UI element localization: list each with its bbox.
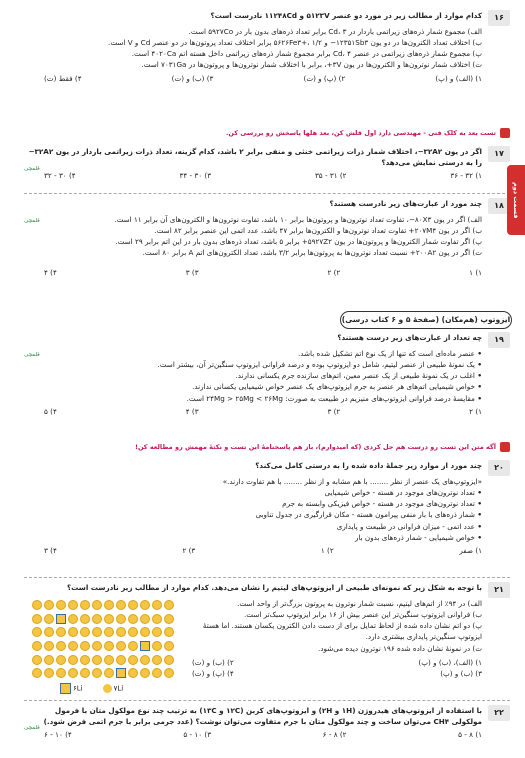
lithium-atom-icon xyxy=(140,627,150,637)
lithium-atom-icon xyxy=(80,600,90,610)
question-number: ۲۱ xyxy=(488,582,510,598)
lithium-atom-icon xyxy=(140,600,150,610)
statements xyxy=(192,598,510,679)
option-2[interactable]: ۲) ۸ - ۶ xyxy=(322,730,347,740)
lithium-atom-icon xyxy=(32,600,42,610)
figure-legend xyxy=(60,683,123,694)
question-number: ۲۰ xyxy=(488,460,510,476)
option-2[interactable]: ۲) ۳۱ - ۳۵ xyxy=(314,171,347,181)
option-1[interactable]: ۱) (الف)، (ب) و (پ) xyxy=(418,657,482,667)
lithium-atom-icon xyxy=(128,600,138,610)
tip-icon xyxy=(500,442,510,452)
question-19 xyxy=(24,332,510,417)
lithium-atom-icon xyxy=(92,627,102,637)
lithium-atom-icon xyxy=(44,668,54,678)
option-2[interactable]: ۲) ۳ xyxy=(327,406,341,416)
tip-icon xyxy=(500,128,510,138)
statement: • تعداد نوترون‌های موجود در هسته - خواص شیمیایی xyxy=(24,487,510,498)
question-number: ۲۲ xyxy=(488,705,510,721)
question-20 xyxy=(24,460,510,556)
options xyxy=(24,267,510,278)
lithium-atom-icon xyxy=(152,668,162,678)
statement: ت) اختلاف شمار نوترون‌ها و الکترون‌ها در یون ۳V+، برابر با اختلاف شمار نوترون‌ها و پروتون‌ها در ۷۰۳۱Ga است. xyxy=(141,60,482,70)
lithium-atom-icon xyxy=(104,641,114,651)
lithium-atom-icon xyxy=(92,655,102,665)
lithium-atom-icon xyxy=(32,668,42,678)
lithium-atom-icon xyxy=(164,655,174,665)
lithium-atom-icon xyxy=(116,600,126,610)
option-4[interactable]: ۴) ۳۰ - ۳۲ xyxy=(44,171,76,181)
lithium-atom-icon xyxy=(128,614,138,624)
option-3[interactable]: ۳) ۳۰ - ۳۴ xyxy=(179,171,212,181)
option-3[interactable]: ۳) ۴ xyxy=(185,406,199,416)
lithium-atom-icon xyxy=(104,627,114,637)
lithium-atom-icon xyxy=(80,614,90,624)
tip-note: تست بعد به کلک فنی - مهندسی دارد اول قلش کن، بعد هلها پاسخش رو بررسی کن. xyxy=(24,128,510,138)
lithium-atom-icon xyxy=(140,655,150,665)
options xyxy=(24,545,510,556)
lithium-atom-icon xyxy=(152,641,162,651)
question-number: ۱۸ xyxy=(488,198,510,214)
lithium-atom-icon xyxy=(116,614,126,624)
lithium-atom-icon xyxy=(32,627,42,637)
lithium-atom-icon xyxy=(92,641,102,651)
lithium-atom-icon xyxy=(116,641,126,651)
lithium-atom-icon xyxy=(80,641,90,651)
statement: • خواص شیمیایی - شمار ذره‌های بدون بار xyxy=(24,532,510,543)
lithium-atom-icon xyxy=(44,627,54,637)
lithium-atom-icon xyxy=(104,655,114,665)
lithium-atom-icon xyxy=(164,627,174,637)
lithium-atom-icon xyxy=(80,655,90,665)
lithium-atom-icon xyxy=(56,627,66,637)
option-1[interactable]: ۱) ۳۲ - ۳۶ xyxy=(450,171,482,181)
question-17 xyxy=(24,146,510,181)
lithium-atom-icon xyxy=(92,668,102,678)
option-1[interactable]: ۱) (الف) و (پ) xyxy=(435,73,482,83)
source-tag: قلمچی xyxy=(24,352,40,358)
statement: ب) اختلاف تعداد الکترون‌ها در دو یون ۱۲۳۵۱Sb۳− و ۵۶۲۶Fe۳+، ۱/۲ برابر اختلاف تعداد پروتون‌ها در دو عنصر Cd و V است. xyxy=(108,38,482,48)
circle-marker-icon xyxy=(103,684,112,693)
lithium-atom-icon xyxy=(68,627,78,637)
options-row xyxy=(192,668,482,679)
section-title: ایزوتوپ (هم‌مکان) (صفحهٔ ۵ و ۶ کتاب درسی) xyxy=(340,311,512,329)
lithium-atom-icon xyxy=(68,655,78,665)
question-16 xyxy=(24,10,510,84)
source-tag: قلمچی xyxy=(24,166,40,172)
lithium-atom-icon xyxy=(164,600,174,610)
option-4[interactable]: ۴) (پ) و (ت) xyxy=(192,668,234,678)
question-text: چند مورد از موارد زیر جملهٔ داده شده را به درستی کامل می‌کند؟ xyxy=(255,461,482,470)
lithium-atom-icon xyxy=(56,614,66,624)
statement: الف) مجموع شمار ذره‌های زیراتمی باردار در Cd، ۳ برابر تعداد ذره‌های بدون بار در ۵۹۲۷Co است. xyxy=(188,27,482,36)
lithium-atom-icon xyxy=(140,641,150,651)
lithium-atom-icon xyxy=(140,614,150,624)
lithium-atom-icon xyxy=(92,600,102,610)
source-tag: قلمچی xyxy=(24,218,40,224)
statement: الف) اگر در یون ۸۰X۳−، تفاوت تعداد نوترون‌ها و پروتون‌ها برابر ۱۰ باشد، تفاوت نوترون‌ها و الکترون‌های آن برابر ۱۱ است. xyxy=(114,215,482,224)
option-2[interactable]: ۲) ۱ xyxy=(320,545,334,555)
lithium-atom-icon xyxy=(164,641,174,651)
statement: • یک نمونهٔ طبیعی از عنصر لیتیم، شامل دو ایزوتوپ بوده و درصد فراوانی ایزوتوپ سنگین‌تر آن، بیشتر است. xyxy=(24,359,510,370)
lithium-atom-icon xyxy=(116,655,126,665)
lithium-atom-icon xyxy=(68,668,78,678)
lithium-atom-icon xyxy=(104,600,114,610)
statement: ت) در نمونهٔ نشان داده شده ۱۹۶ نوترون دیده می‌شود. xyxy=(318,643,482,653)
lithium-atom-icon xyxy=(44,655,54,665)
source-tag: قلمچی xyxy=(24,725,40,731)
legend-li6: ۶Li xyxy=(60,683,83,694)
lithium-atom-icon xyxy=(56,641,66,651)
divider xyxy=(24,577,510,578)
option-2[interactable]: ۲) ۲ xyxy=(327,267,341,277)
question-text: با استفاده از ایزوتوپ‌های هیدروژن (۱H و ۲H) و ایزوتوپ‌های کربن (۱۲C و ۱۳C) به ترتیب چند نوع مولکول متان با فرمول مولکولی CH۴ می‌توان ساخت و چند مولکول متان با جرم متفاوت می‌توان نوشت؟ (عدد جرمی برابر با جرم اتمی فرض شود.) xyxy=(43,706,482,727)
square-marker-icon xyxy=(60,683,71,694)
statement: الف) در ۹۴٪ از اتم‌های لیتیم، نسبت شمار نوترون به پروتون بزرگ‌تر از واحد است. xyxy=(237,599,482,608)
option-1[interactable]: ۱) صفر xyxy=(459,545,482,555)
option-4[interactable]: ۴) ۵ xyxy=(44,406,57,416)
statement: «ایزوتوپ‌های یک عنصر از نظر ........ با هم مشابه و از نظر ........ با هم تفاوت دارند.» xyxy=(222,477,482,486)
lithium-atom-icon xyxy=(56,668,66,678)
statement: • مقایسهٔ درصد فراوانی ایزوتوپ‌های منیزیم در طبیعت به صورت: ۲۴Mg > ۲۵Mg < ۲۶Mg است. xyxy=(24,393,510,404)
statement: ب) فراوانی ایزوتوپ سنگین‌تر این عنصر بیش از ۱۶ برابر ایزوتوپ سبک‌تر است. xyxy=(244,610,482,620)
options xyxy=(24,73,510,84)
lithium-atom-icon xyxy=(152,614,162,624)
lithium-atom-icon xyxy=(152,600,162,610)
statement: • اغلب در یک نمونهٔ طبیعی از یک عنصر معین، اتم‌های سازنده جرم یکسانی ندارند. xyxy=(24,370,510,381)
divider xyxy=(24,193,510,194)
question-number: ۱۶ xyxy=(488,10,510,26)
lithium-atom-icon xyxy=(44,614,54,624)
statement: ب) اگر در یون ۲۰۷M۴+ تفاوت تعداد نوترون‌ها و الکترون‌ها برابر ۴۷ باشد، عدد اتمی این عنصر برابر ۸۲ است. xyxy=(154,226,482,236)
option-1[interactable]: ۱) ۲ xyxy=(469,406,482,416)
statement: • تعداد نوترون‌های موجود در هسته - خواص فیزیکی وابسته به جرم xyxy=(24,498,510,509)
statement: • عدد اتمی - میزان فراوانی در طبیعت و پایداری xyxy=(24,521,510,532)
question-22 xyxy=(24,705,510,740)
lithium-atom-icon xyxy=(32,614,42,624)
lithium-atom-icon xyxy=(92,614,102,624)
option-4[interactable]: ۴) ۴ xyxy=(44,267,57,277)
lithium-atom-icon xyxy=(80,668,90,678)
option-4[interactable]: ۴) ۳ xyxy=(44,545,57,555)
statement: • خواص شیمیایی اتم‌های هر عنصر به جرم ایزوتوپ‌های یک عنصر خواص شیمیایی یکسانی ندارند. xyxy=(24,381,510,392)
statement: • شمار ذره‌های با بار منفی پیرامون هسته - مکان قرارگیری در جدول تناوبی xyxy=(24,509,510,520)
option-1[interactable]: ۱) ۸ - ۵ xyxy=(458,730,482,740)
lithium-atom-icon xyxy=(128,627,138,637)
lithium-atom-icon xyxy=(44,600,54,610)
lithium-atom-icon xyxy=(32,641,42,651)
option-3[interactable]: ۳) ۱۰ - ۵ xyxy=(183,730,212,740)
lithium-atom-icon xyxy=(68,614,78,624)
side-tab: قسمت دوم xyxy=(507,165,525,235)
lithium-atom-icon xyxy=(32,655,42,665)
statement: • عنصر ماده‌ای است که تنها از یک نوع اتم تشکیل شده باشد. xyxy=(24,348,510,359)
option-3[interactable]: ۳) (ب) و (پ) xyxy=(440,668,482,678)
divider xyxy=(24,700,510,701)
lithium-sample-figure xyxy=(32,600,182,680)
lithium-atom-icon xyxy=(152,627,162,637)
lithium-atom-icon xyxy=(68,600,78,610)
lithium-atom-icon xyxy=(68,641,78,651)
lithium-atom-icon xyxy=(164,614,174,624)
lithium-atom-icon xyxy=(128,641,138,651)
lithium-atom-icon xyxy=(104,668,114,678)
statement: پ) دو اتم نشان داده شده از لحاظ تمایل برای از دست دادن الکترون یکسان هستند. اما هستهٔ ایزوتوپ سنگین‌تر پایداری بیشتری دارد. xyxy=(202,621,482,642)
option-2[interactable]: ۲) (ب) و (ت) xyxy=(192,657,234,667)
lithium-atom-icon xyxy=(44,641,54,651)
legend-li7: ۷Li xyxy=(103,684,124,693)
lithium-atom-icon xyxy=(152,655,162,665)
question-text: چند مورد از عبارت‌های زیر نادرست هستند؟ xyxy=(329,199,482,208)
question-text: اگر در یون ۳۲A۲−، اختلاف شمار ذرات زیراتمی خنثی و منفی برابر ۲ باشد، کدام گزینه، تعداد ذرات زیراتمی باردار در یون ۳۲A۲− را به درستی نمایش می‌دهد؟ xyxy=(28,147,482,168)
lithium-atom-icon xyxy=(56,655,66,665)
question-number: ۱۹ xyxy=(488,332,510,348)
options xyxy=(24,170,510,181)
question-text: چه تعداد از عبارت‌های زیر درست هستند؟ xyxy=(337,333,482,342)
lithium-atom-icon xyxy=(164,668,174,678)
option-3[interactable]: ۳) ۳ xyxy=(185,267,199,277)
lithium-atom-icon xyxy=(104,614,114,624)
lithium-atom-icon xyxy=(128,655,138,665)
statement: پ) اگر تفاوت شمار الکترون‌ها و پروتون‌ها در یون ۵۹۲۷Z۲+ برابر ۵ باشد، تعداد ذره‌های بدون بار در این اتم برابر ۲۹ است. xyxy=(115,237,482,247)
option-1[interactable]: ۱) ۱ xyxy=(469,267,482,277)
option-4[interactable]: ۴) فقط (ت) xyxy=(44,73,82,83)
question-text: کدام موارد از مطالب زیر در مورد دو عنصر ۵۱۲۳V و ۱۱۲۴۸Cd نادرست است؟ xyxy=(210,11,482,20)
statement: ت) اگر در یون ۲۰۰A۲+ نسبت تعداد نوترون‌ها به پروتون‌ها برابر ۳/۲ باشد، تعداد الکترون‌های اتم A برابر ۸۰ است. xyxy=(142,248,482,258)
lithium-atom-icon xyxy=(116,627,126,637)
statement: پ) مجموع شمار ذره‌های زیراتمی در عنصر Cd، ۴ برابر مجموع شمار ذره‌های زیراتمی داخل هسته اتم ۴۰۲۰Ca است. xyxy=(131,49,482,59)
question-number: ۱۷ xyxy=(488,146,510,162)
option-3[interactable]: ۳) (ب) و (ت) xyxy=(171,73,214,83)
tip-note: آگه متن این تست رو درست هم حل کردی (که امیدوارم)، باز هم پاسخنامهٔ این تست و نکتهٔ مهمش رو مطالعه کن! xyxy=(24,442,510,452)
lithium-atom-icon xyxy=(56,600,66,610)
question-18 xyxy=(24,198,510,278)
option-3[interactable]: ۳) ۲ xyxy=(182,545,196,555)
option-2[interactable]: ۲) (پ) و (ت) xyxy=(303,73,346,83)
question-text: با توجه به شکل زیر که نمونه‌ای طبیعی از ایزوتوپ‌های لیتیم را نشان می‌دهد. کدام موارد از مطالب زیر نادرست است؟ xyxy=(66,583,482,592)
lithium-atom-icon xyxy=(140,668,150,678)
options-row xyxy=(192,657,482,668)
lithium-atom-icon xyxy=(116,668,126,678)
option-4[interactable]: ۴) ۱۰ - ۶ xyxy=(44,730,72,740)
options xyxy=(24,729,510,740)
lithium-atom-icon xyxy=(80,627,90,637)
lithium-atom-icon xyxy=(128,668,138,678)
options xyxy=(24,406,510,417)
